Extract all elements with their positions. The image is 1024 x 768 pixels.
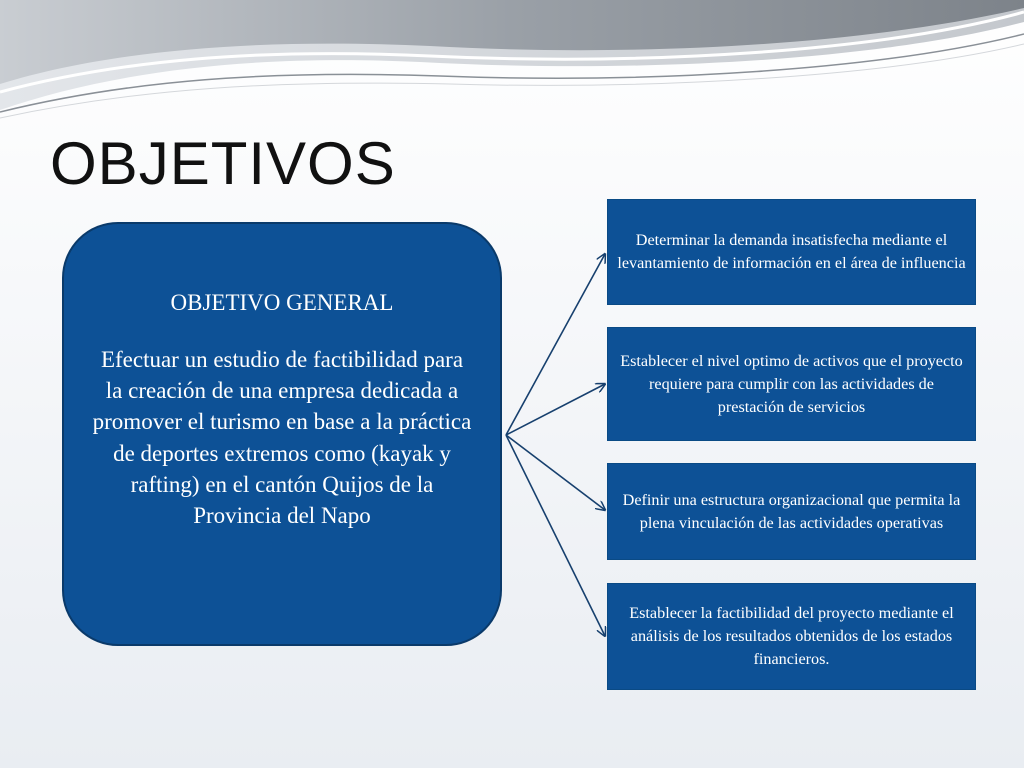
arrow-to-objective-4	[506, 435, 605, 636]
specific-objective-4-text: Establecer la factibilidad del proyecto mediante el análisis de los resultados obtenidos de los estados financieros.	[629, 604, 954, 668]
specific-objective-1	[607, 199, 976, 305]
specific-objective-3-text: Definir una estructura organizacional que permita la plena vinculación de las actividades operativas	[622, 490, 961, 532]
general-objective-text: Efectuar un estudio de factibilidad para la creación de una empresa dedicada a promover el turismo en base a la práctica de deportes extremos como (kayak y rafting) en el cantón Quijos de la Provincia del Napo	[92, 347, 472, 529]
slide-title: OBJETIVOS	[50, 130, 396, 197]
arrow-to-objective-3	[506, 435, 605, 510]
specific-objective-3	[607, 463, 976, 560]
specific-objective-2	[607, 327, 976, 441]
specific-objective-2-text: Establecer el nivel optimo de activos que el proyecto requiere para cumplir con las actividades de prestación de servicios	[620, 351, 963, 416]
general-objective-box	[62, 222, 502, 646]
specific-objective-1-text: Determinar la demanda insatisfecha mediante el levantamiento de información en el área de influencia	[617, 231, 966, 272]
general-objective-heading: OBJETIVO GENERAL	[170, 290, 394, 315]
arrow-to-objective-1	[506, 254, 605, 435]
specific-objective-4	[607, 583, 976, 690]
